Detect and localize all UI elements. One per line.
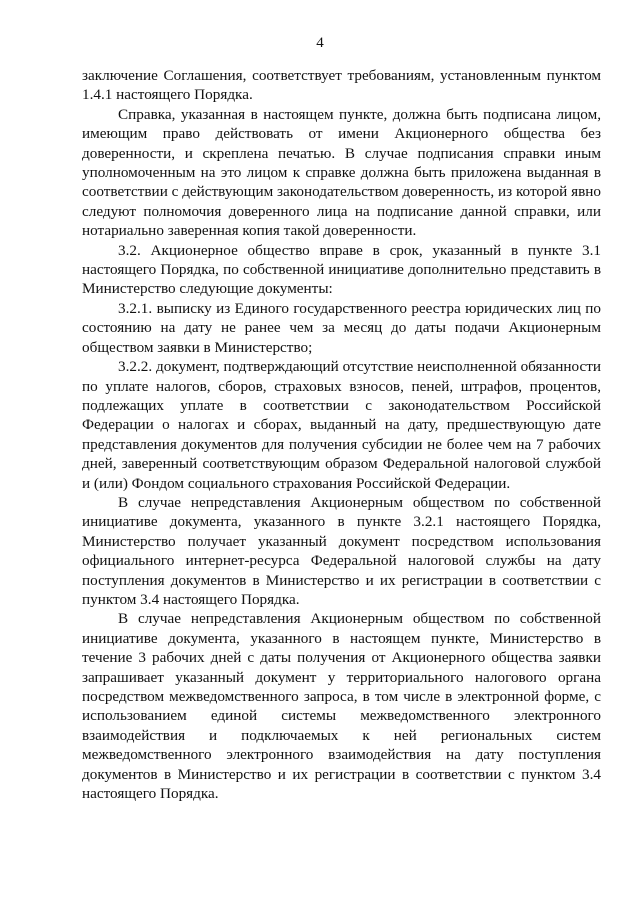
paragraph-clause-3-2-1: 3.2.1. выписку из Единого государственного реестра юридических лиц по состоянию на дату не ранее чем за месяц до даты подачи Акционерным обществом заявки в Министерство; (82, 299, 601, 356)
paragraph-continuation: заключение Соглашения, соответствует требованиям, установленным пунктом 1.4.1 настоящего Порядка. (82, 67, 601, 104)
paragraph-clause-3-2-2: 3.2.2. документ, подтверждающий отсутствие неисполненной обязанности по уплате налогов, сборов, страховых взносов, пеней, штрафов, процентов, подлежащих уплате в соответствии с законодательством Российской Федерации о налогах и сборах, выданный на дату, предшествующую дате представления документов для получения субсидии не более чем на 7 рабочих дней, заверенный соответствующим образом Федеральной налоговой службой и (или) Фондом социального страхования Российской Федерации. (82, 358, 601, 492)
document-body (82, 66, 601, 803)
paragraph-nonsubmission-interagency-request: В случае непредставления Акционерным обществом по собственной инициативе документа, указанного в настоящем пункте, Министерство в течение 3 рабочих дней с даты получения от Акционерного общества заявки запрашивает указанный документ у территориального налогового органа посредством межведомственного запроса, в том числе в электронной форме, с использованием единой системы межведомственного электронного взаимодействия и подключаемых к ней региональных систем межведомственного электронного взаимодействия на дату поступления документов в Министерство и их регистрации в соответствии с пунктом 3.4 настоящего Порядка. (82, 610, 601, 803)
paragraph-clause-3-2: 3.2. Акционерное общество вправе в срок, указанный в пункте 3.1 настоящего Порядка, по собственной инициативе дополнительно представить в Министерство следующие документы: (82, 241, 601, 298)
paragraph-nonsubmission-3-2-1: В случае непредставления Акционерным обществом по собственной инициативе документа, указанного в пункте 3.2.1 настоящего Порядка, Министерство получает указанный документ посредством использования официального интернет-ресурса Федеральной налоговой службы на дату поступления документов в Министерство и их регистрации в соответствии с пунктом 3.4 настоящего Порядка. (82, 493, 601, 608)
page-number: 4 (316, 35, 324, 51)
paragraph-certificate-signing: Справка, указанная в настоящем пункте, должна быть подписана лицом, имеющим право действовать от имени Акционерного общества без доверенности, и скреплена печатью. В случае подписания справки иным уполномоченным на это лицом к справке должна быть приложена выданная в соответствии с действующим законодательством доверенность, из которой явно следуют полномочия доверенного лица на подписание данной справки, или нотариально заверенная копия такой доверенности. (82, 105, 601, 240)
